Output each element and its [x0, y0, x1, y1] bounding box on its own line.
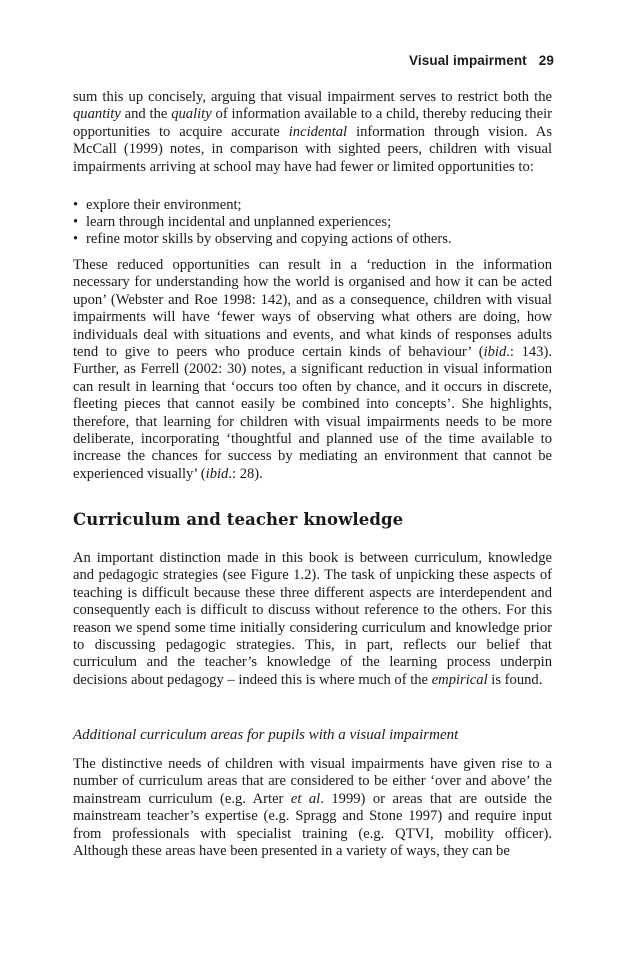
- intro-paragraph: [73, 89, 552, 176]
- text-run: These reduced opportunities can result in a ‘reduction in the information necessary for understanding how the world is organised and how it can be acted upon’ (Webster and Roe 1998: 142), and as a consequence, children with visual impairments will have ‘fewer ways of observing what others are doing, how individuals deal with situations and events, and what kinds of responses adults tend to give to peers who produce certain kinds of behaviour’ (: [73, 257, 552, 361]
- subsection-paragraph-block: [73, 756, 552, 860]
- text-run: sum this up concisely, arguing that visual impairment serves to restrict both the: [73, 89, 552, 105]
- body-paragraph: [73, 257, 552, 483]
- subsection-heading-block: [73, 727, 552, 744]
- section-heading: Curriculum and teacher knowledge: [73, 510, 404, 529]
- emphasis-ibid: ibid: [483, 344, 507, 361]
- text-run: .: 28).: [228, 465, 263, 482]
- intro-paragraph-block: [73, 89, 552, 176]
- bullet-item: • learn through incidental and unplanned experiences;: [73, 214, 552, 231]
- subsection-paragraph: [73, 756, 552, 860]
- emphasis-quantity: quantity: [73, 106, 121, 123]
- text-run: . 1999) or areas that are outside the mainstream teacher’s expertise (e.g. Spragg and Stone 1997) and require input from professionals with specialist training (e.g. QTVI, mobility officer). Although these areas have been presented in a variety of ways, they can be: [73, 790, 553, 860]
- running-title: Visual impairment: [409, 53, 527, 68]
- page-number: 29: [538, 53, 554, 68]
- emphasis-incidental: incidental: [288, 123, 348, 140]
- text-run: .: 143). Further, as Ferrell (2002: 30) notes, a significant reduction in visual information can result in learning that ‘occurs too often by chance, and it occurs in discrete, fleeting pieces that cannot easily be combined into concepts’. She highlights, therefore, that learning for children with visual impairments needs to be more deliberate, incorporating ‘thoughtful and planned use of the time available to increase the chances for success by mediating an environment that cannot be experienced visually’ (: [73, 344, 552, 482]
- emphasis-ibid: ibid: [205, 465, 229, 482]
- section-heading-block: [73, 510, 552, 529]
- bullet-list: [73, 197, 552, 248]
- text-run: and the: [120, 106, 172, 123]
- section-paragraph-block: [73, 550, 552, 689]
- text-run: information through vision. As McCall (1999) notes, in comparison with sighted peers, children with visual impairments arriving at school may have had fewer or limited opportunities to:: [73, 123, 552, 175]
- bullet-item: • explore their environment;: [73, 197, 552, 214]
- text-run: The distinctive needs of children with visual impairments have given rise to a number of curriculum areas that are considered to be either ‘over and above’ the mainstream curriculum (e.g. Arter: [73, 756, 552, 807]
- section-paragraph: [73, 550, 552, 689]
- bullet-item: • refine motor skills by observing and copying actions of others.: [73, 231, 552, 248]
- text-run: An important distinction made in this book is between curriculum, knowledge and pedagogic strategies (see Figure 1.2). The task of unpicking these aspects of teaching is difficult because these three different aspects are interdependent and consequently each is difficult to discuss without reference to the others. For this reason we spend some time initially considering curriculum and knowledge prior to discussing pedagogic strategies. This, in part, reflects our belief that curriculum and the teacher’s knowledge of the learning process underpin decisions about pedagogy – indeed this is where much of the: [73, 550, 552, 688]
- text-run: of information available to a child, thereby reducing their opportunities to acquire accurate: [73, 106, 552, 140]
- running-header: [409, 53, 554, 68]
- emphasis-et-al: et al: [290, 790, 321, 807]
- emphasis-empirical: empirical: [431, 671, 488, 688]
- text-run: is found.: [487, 671, 543, 688]
- bullet-list-block: [73, 197, 552, 248]
- emphasis-quality: quality: [171, 106, 212, 123]
- subsection-heading: Additional curriculum areas for pupils with a visual impairment: [73, 727, 459, 743]
- second-paragraph-block: [73, 257, 552, 483]
